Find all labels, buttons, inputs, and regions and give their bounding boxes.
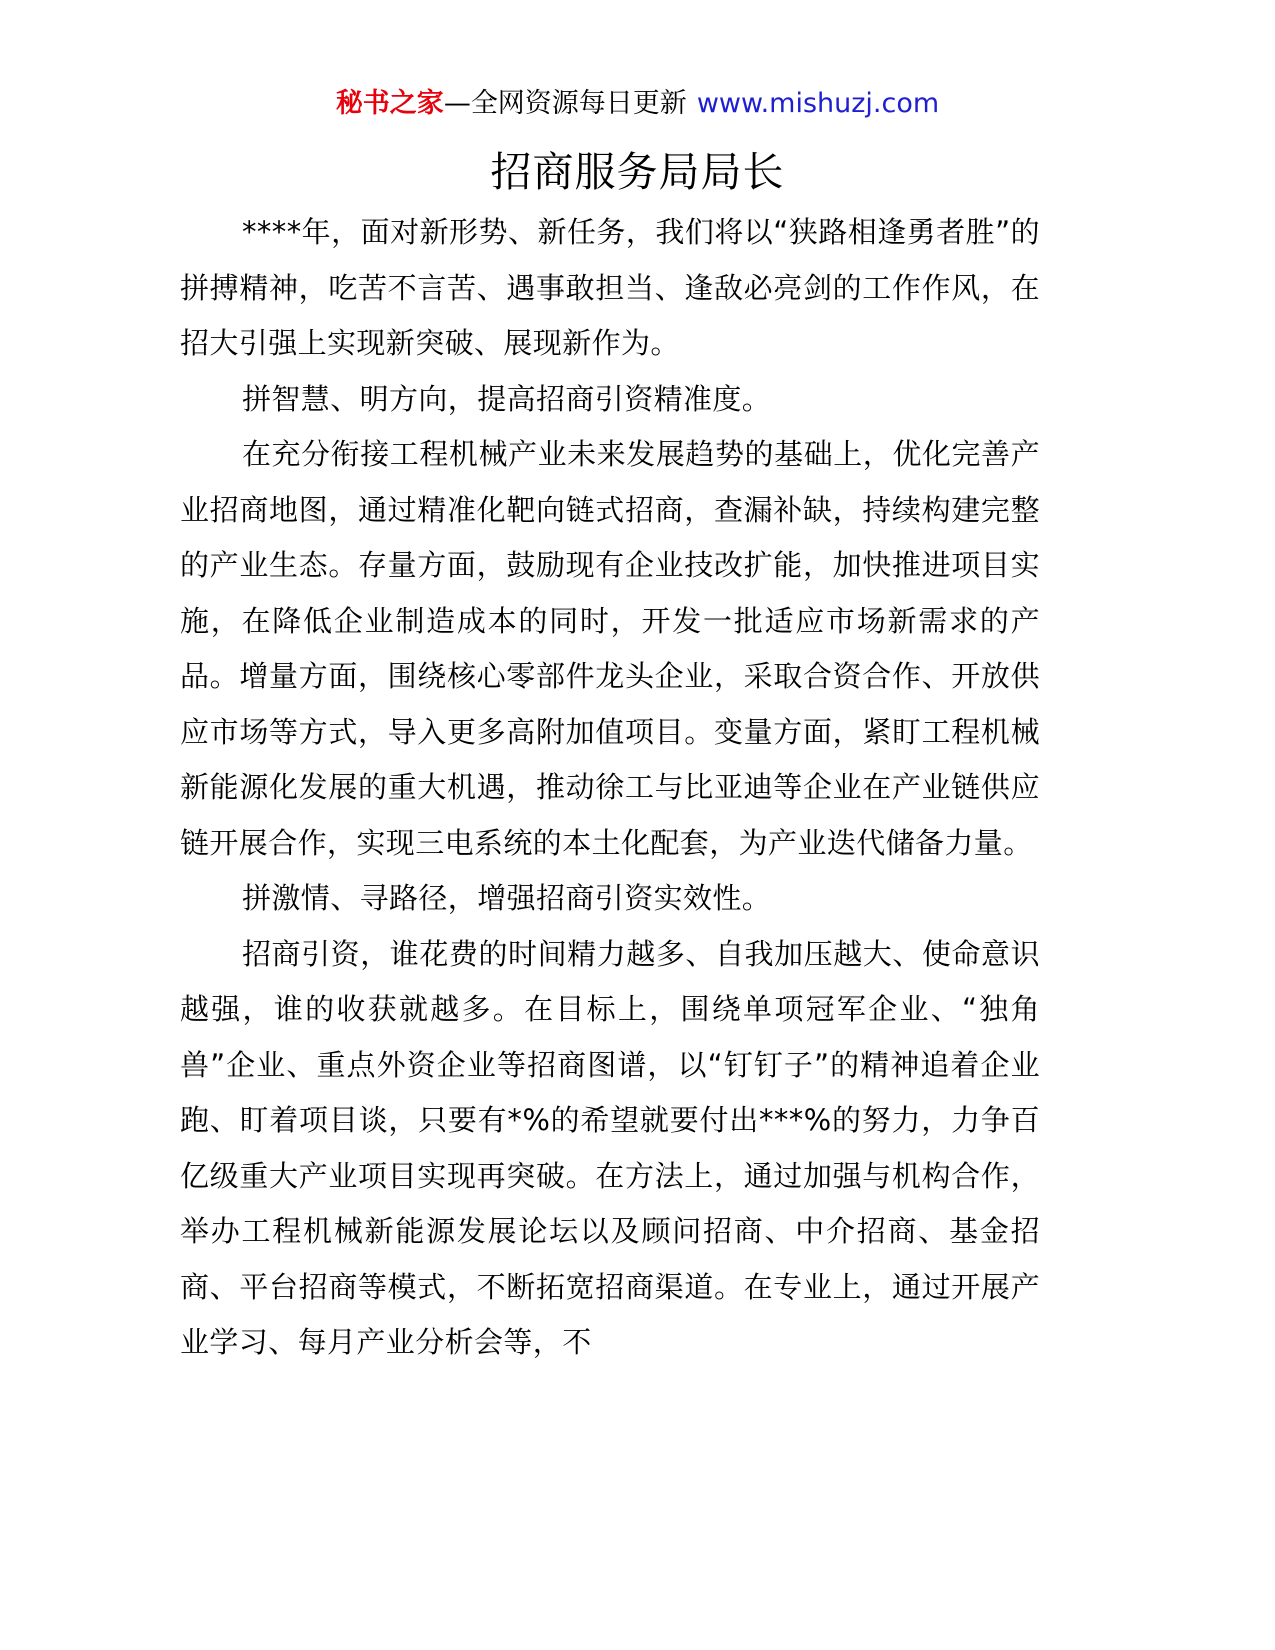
paragraph-heading-1: 拼智慧、明方向，提高招商引资精准度。 [242, 381, 772, 416]
paragraph-intro: ****年，面对新形势、新任务，我们将以“狭路相逢勇者胜”的拼搏精神，吃苦不言苦、遇事敢担当、逢敌必亮剑的工作作风，在招大引强上实现新突破、展现新作为。 [180, 215, 1040, 360]
paragraph-section-2: 招商引资，谁花费的时间精力越多、自我加压越大、使命意识越强，谁的收获就越多。在目标上，围绕单项冠军企业、“独角兽”企业、重点外资企业等招商图谱，以“钉钉子”的精神追着企业跑、盯着项目谈，只要有*%的希望就要付出***%的努力，力争百亿级重大产业项目实现再突破。在方法上，通过加强与机构合作，举办工程机械新能源发展论坛以及顾问招商、中介招商、基金招商、平台招商等模式，不断拓宽招商渠道。在专业上，通过开展产业学习、每月产业分析会等，不 [180, 936, 1040, 1359]
document-title: 招商服务局局长 [490, 148, 785, 196]
paragraph-section-1: 在充分衔接工程机械产业未来发展趋势的基础上，优化完善产业招商地图，通过精准化靶向链式招商，查漏补缺，持续构建完整的产业生态。存量方面，鼓励现有企业技改扩能，加快推进项目实施，在降低企业制造成本的同时，开发一批适应市场新需求的产品。增量方面，围绕核心零部件龙头企业，采取合资合作、开放供应市场等方式，导入更多高附加值项目。变量方面，紧盯工程机械新能源化发展的重大机遇，推动徐工与比亚迪等企业在产业链供应链开展合作，实现三电系统的本土化配套，为产业迭代储备力量。 [180, 437, 1040, 860]
header-tagline: —全网资源每日更新 [443, 88, 687, 119]
document-body [180, 205, 1040, 1371]
paragraph-heading-2: 拼激情、寻路径，增强招商引资实效性。 [242, 881, 772, 915]
site-header [0, 84, 1275, 124]
brand-name: 秘书之家 [335, 88, 444, 119]
site-url-link[interactable]: www.mishuzj.com [696, 88, 940, 119]
